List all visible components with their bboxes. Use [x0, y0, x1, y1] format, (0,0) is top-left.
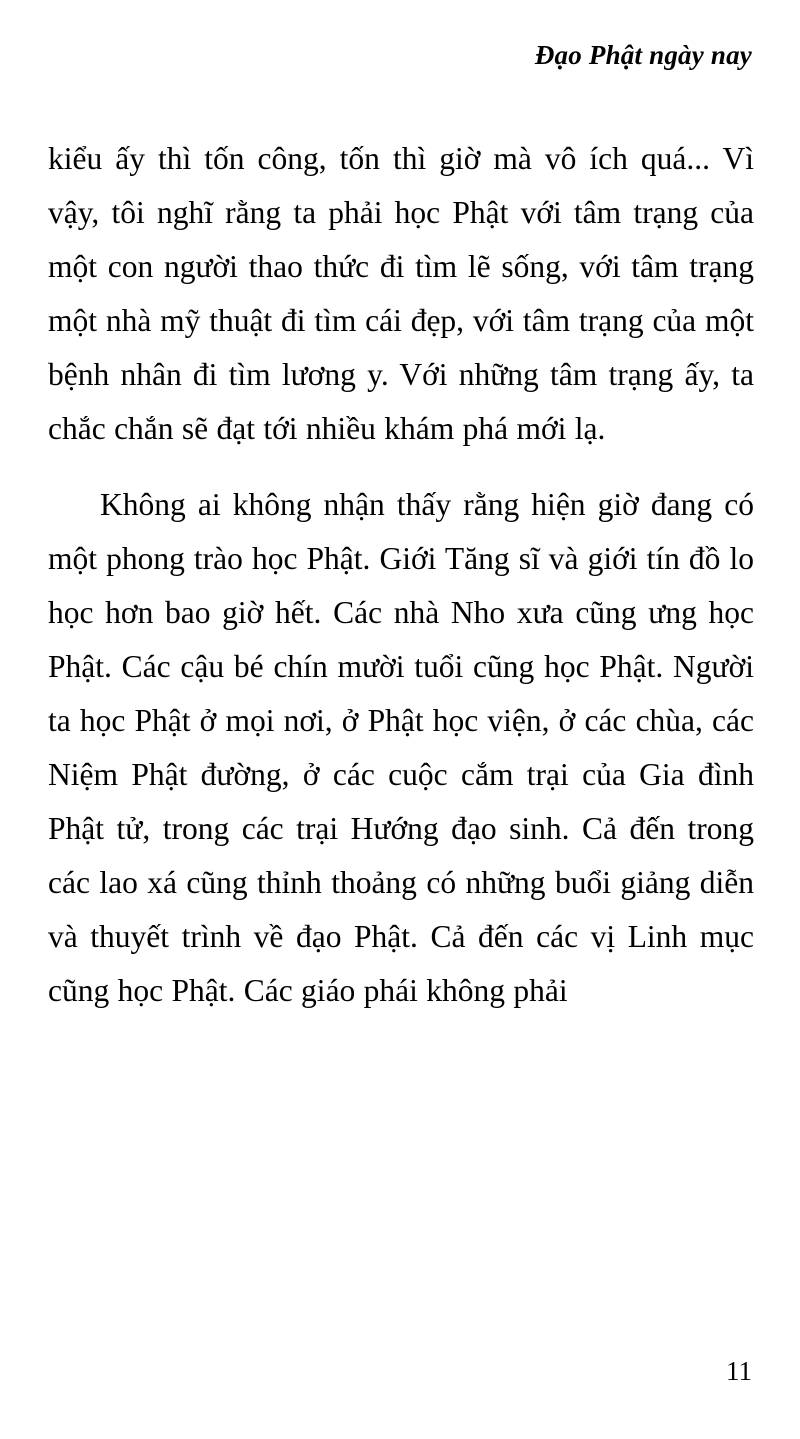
page-body: [48, 132, 754, 1018]
page-number: 11: [726, 1356, 752, 1386]
paragraph: kiểu ấy thì tốn công, tốn thì giờ mà vô ích quá... Vì vậy, tôi nghĩ rằng ta phải học Phật với tâm trạng của một con người thao thức đi tìm lẽ sống, với tâm trạng một nhà mỹ thuật đi tìm cái đẹp, với tâm trạng của một bệnh nhân đi tìm lương y. Với những tâm trạng ấy, ta chắc chắn sẽ đạt tới nhiều khám phá mới lạ.: [48, 141, 754, 446]
paragraph: Không ai không nhận thấy rằng hiện giờ đang có một phong trào học Phật. Giới Tăng sĩ và giới tín đồ lo học hơn bao giờ hết. Các nhà Nho xưa cũng ưng học Phật. Các cậu bé chín mười tuổi cũng học Phật. Người ta học Phật ở mọi nơi, ở Phật học viện, ở các chùa, các Niệm Phật đường, ở các cuộc cắm trại của Gia đình Phật tử, trong các trại Hướng đạo sinh. Cả đến trong các lao xá cũng thỉnh thoảng có những buổi giảng diễn và thuyết trình về đạo Phật. Cả đến các vị Linh mục cũng học Phật. Các giáo phái không phải: [48, 487, 754, 1008]
running-head: Đạo Phật ngày nay: [534, 40, 752, 70]
